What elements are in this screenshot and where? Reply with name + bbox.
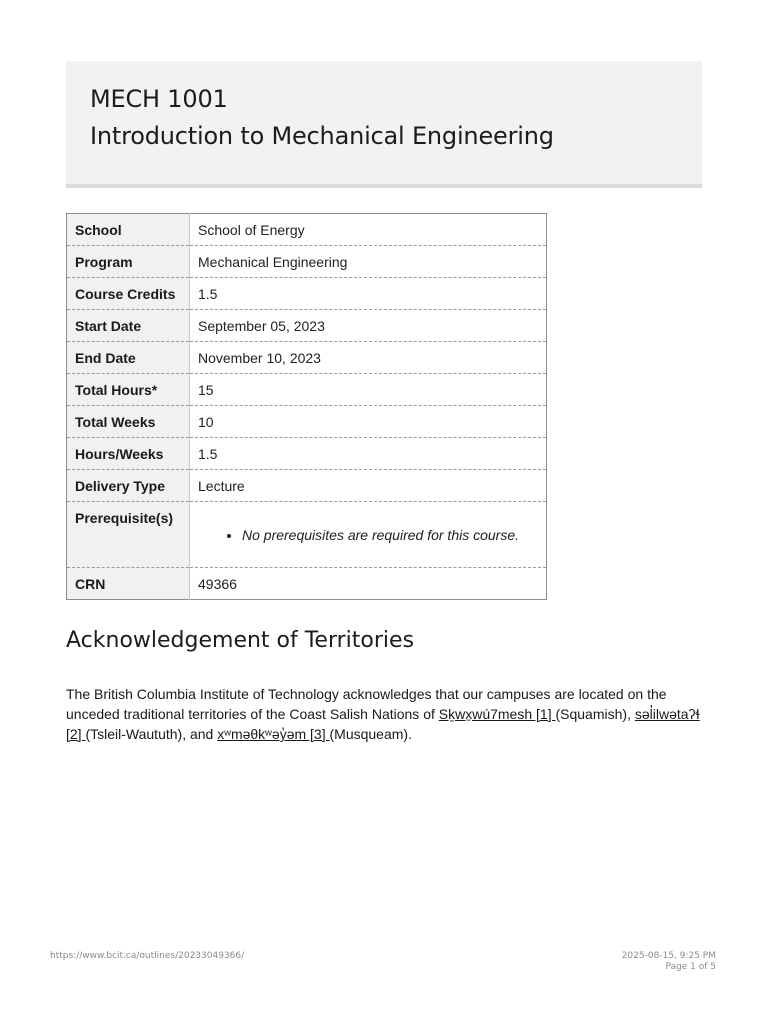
row-value-total-hours: 15	[190, 374, 547, 406]
table-row	[67, 310, 547, 342]
table-row	[67, 568, 547, 600]
row-value-program: Mechanical Engineering	[190, 246, 547, 278]
section-heading-acknowledgement: Acknowledgement of Territories	[66, 628, 415, 653]
footer-meta	[622, 951, 716, 973]
table-row	[67, 278, 547, 310]
row-value-start-date: September 05, 2023	[190, 310, 547, 342]
course-header	[66, 61, 702, 188]
table-row	[67, 342, 547, 374]
table-row	[67, 406, 547, 438]
row-label-total-hours: Total Hours*	[67, 374, 190, 406]
link-tsleil-waututh[interactable]: səl̓ilwətaʔɬ [2]	[66, 706, 700, 742]
row-value-total-weeks: 10	[190, 406, 547, 438]
row-label-total-weeks: Total Weeks	[67, 406, 190, 438]
row-label-hours-weeks: Hours/Weeks	[67, 438, 190, 470]
list-item: • No prerequisites are required for this course.	[242, 527, 538, 543]
table-row	[67, 246, 547, 278]
row-value-course-credits: 1.5	[190, 278, 547, 310]
row-label-delivery-type: Delivery Type	[67, 470, 190, 502]
row-label-start-date: Start Date	[67, 310, 190, 342]
table-row	[67, 438, 547, 470]
course-code: MECH 1001	[90, 85, 228, 113]
row-label-course-credits: Course Credits	[67, 278, 190, 310]
row-value-end-date: November 10, 2023	[190, 342, 547, 374]
acknowledgement-paragraph	[66, 684, 706, 744]
ack-text: The British Columbia Institute of Technology acknowledges that our campuses are located on the unceded traditional territories of the Coast Salish Nations of	[66, 686, 667, 722]
footer-page-number: Page 1 of 5	[665, 962, 716, 972]
ack-text: (Musqueam).	[329, 726, 412, 742]
row-label-program: Program	[67, 246, 190, 278]
row-value-prerequisites	[190, 502, 547, 568]
row-value-delivery-type: Lecture	[190, 470, 547, 502]
footer-timestamp: 2025-08-15, 9:25 PM	[621, 951, 716, 961]
row-label-end-date: End Date	[67, 342, 190, 374]
row-label-prerequisites: Prerequisite(s)	[67, 502, 190, 568]
row-label-school: School	[67, 214, 190, 246]
row-value-hours-weeks: 1.5	[190, 438, 547, 470]
footer-url: https://www.bcit.ca/outlines/20233049366/	[50, 951, 245, 961]
ack-text: (Squamish),	[555, 706, 635, 722]
table-row	[67, 502, 547, 568]
table-row	[67, 214, 547, 246]
row-label-crn: CRN	[67, 568, 190, 600]
prerequisites-list	[198, 527, 538, 543]
table-row	[67, 374, 547, 406]
row-value-crn: 49366	[198, 575, 237, 592]
link-squamish[interactable]: Sḵwx̱wú7mesh [1]	[438, 706, 556, 722]
course-info-table	[66, 213, 547, 600]
course-title: Introduction to Mechanical Engineering	[90, 122, 554, 150]
link-musqueam[interactable]: xʷməθkʷəy̓əm [3]	[217, 726, 330, 742]
table-row	[67, 470, 547, 502]
ack-text: (Tsleil-Waututh), and	[85, 726, 218, 742]
row-value-school: School of Energy	[190, 214, 547, 246]
